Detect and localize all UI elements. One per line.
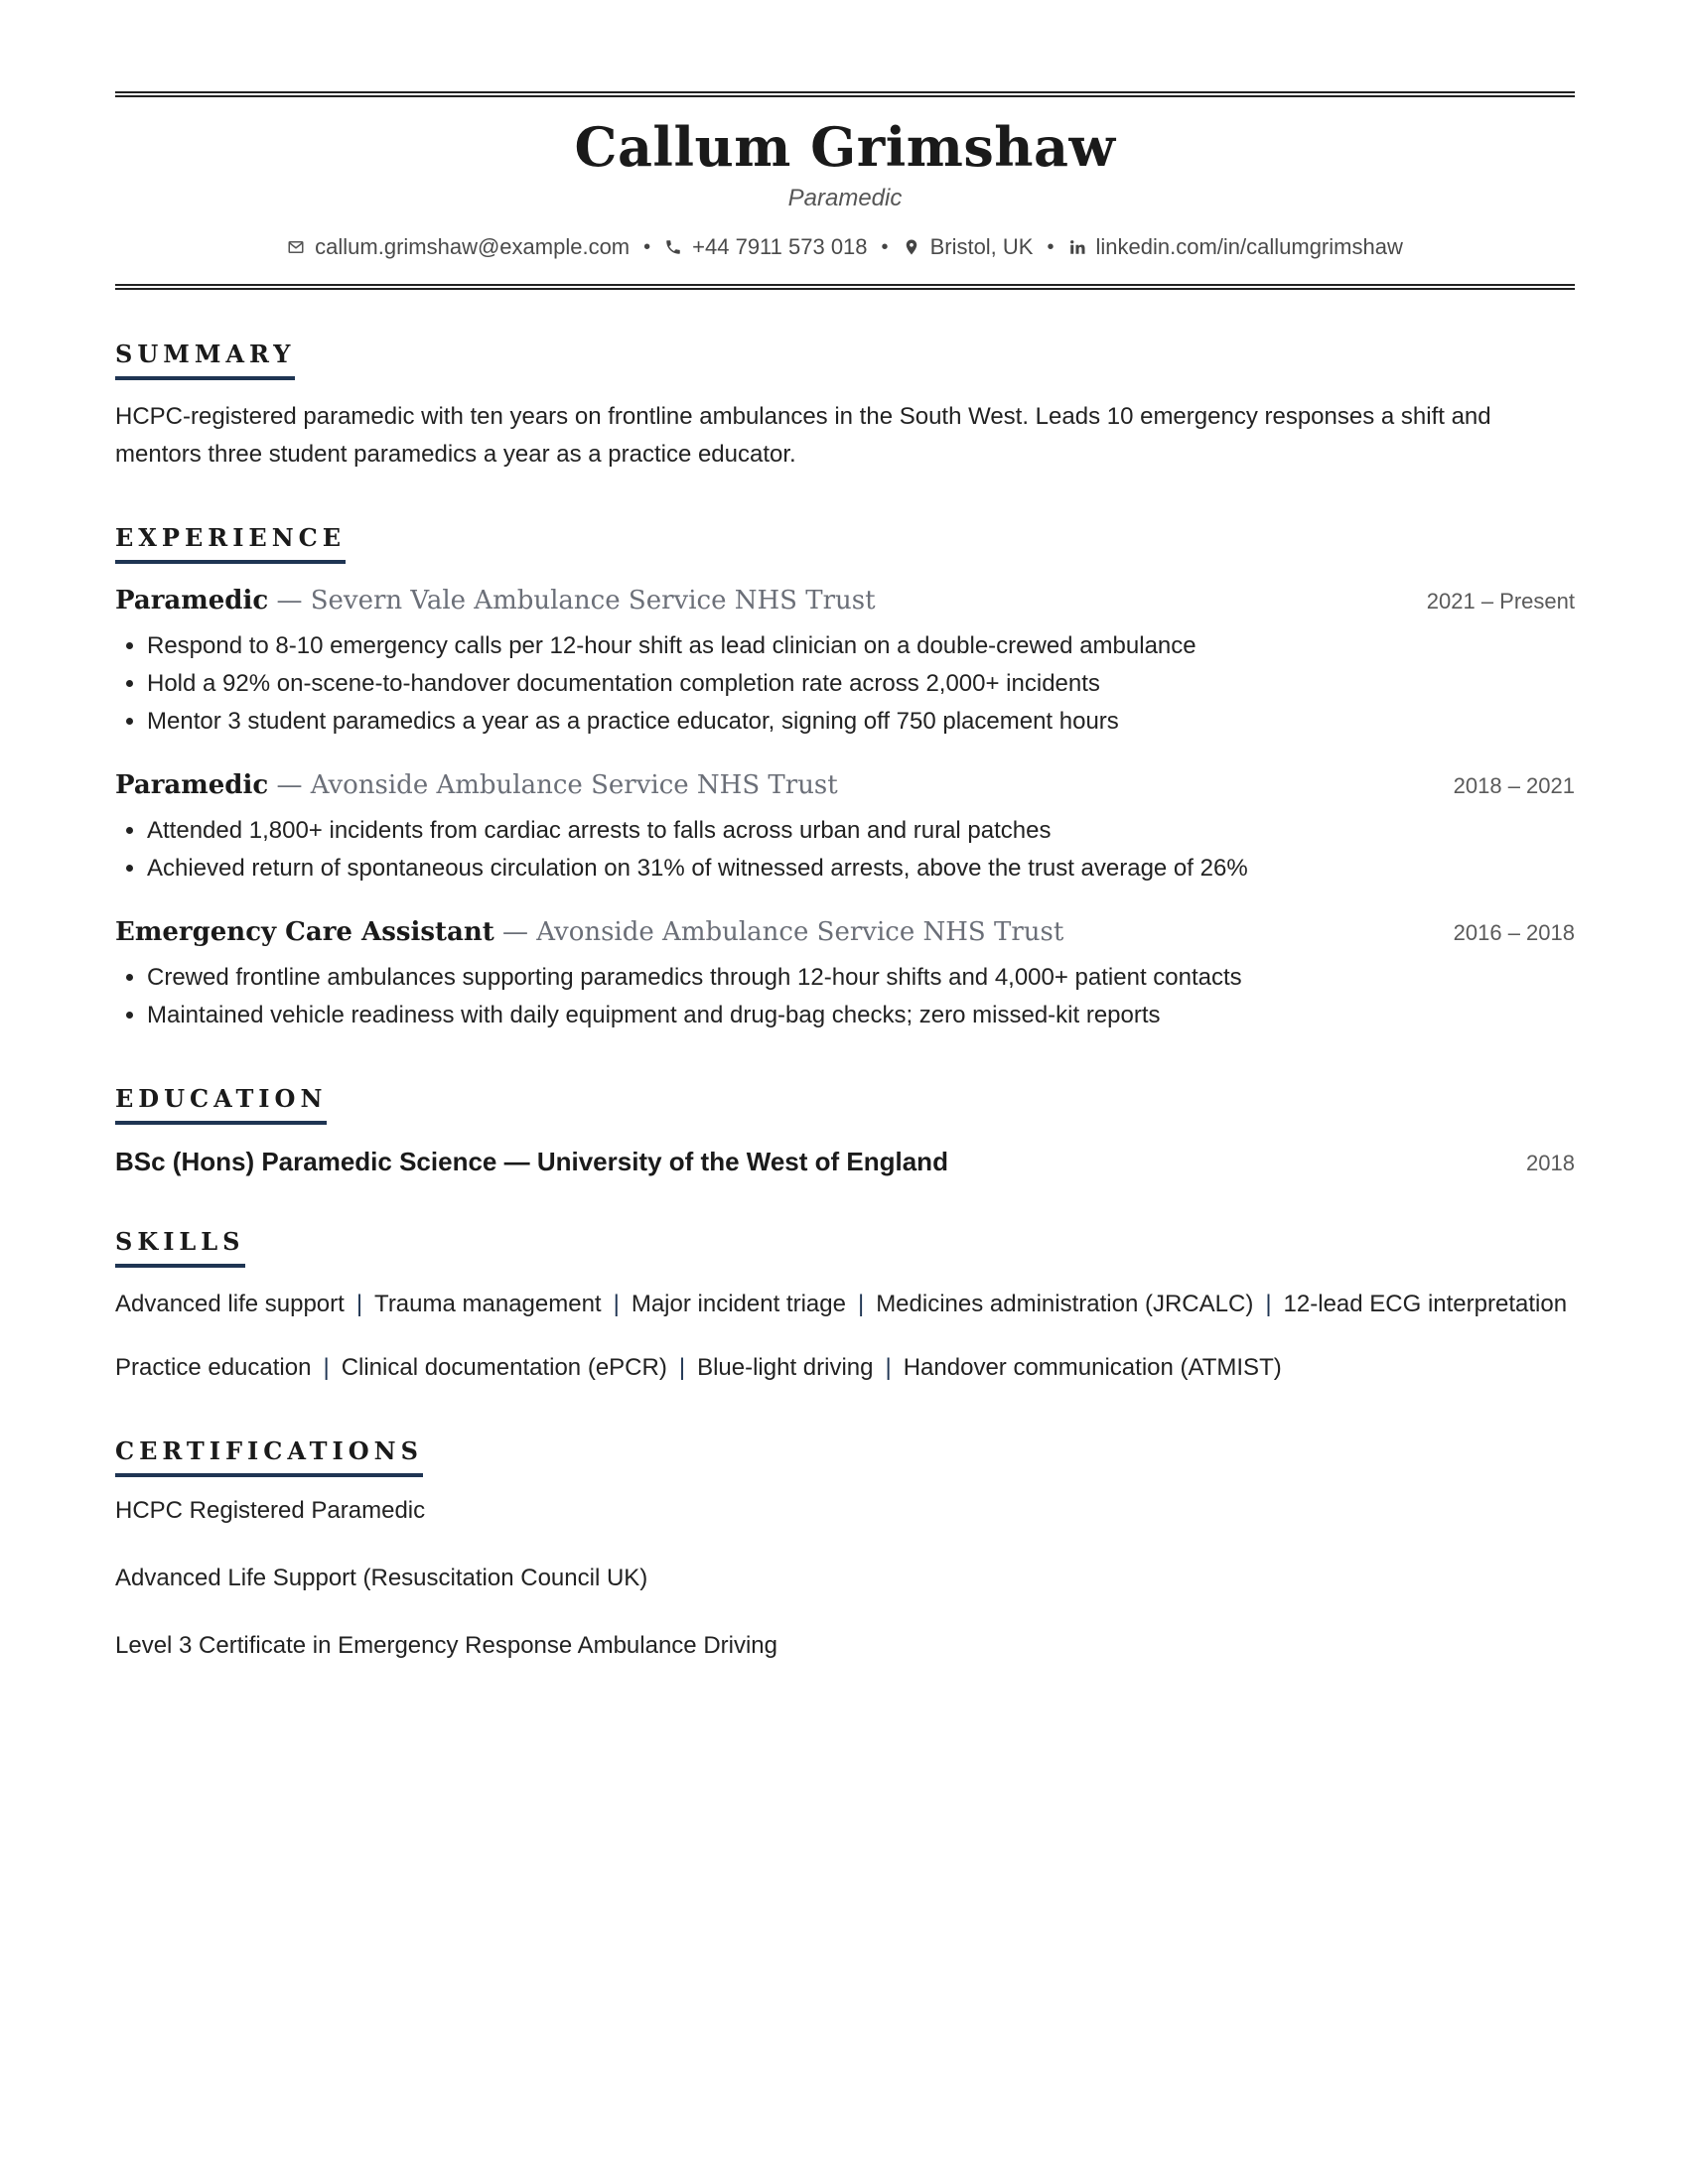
certifications-section bbox=[115, 1436, 1575, 1662]
candidate-role: Paramedic bbox=[787, 185, 903, 211]
skill-separator: | bbox=[323, 1354, 330, 1381]
bullet-item: • Maintained vehicle readiness with daily equipment and drug-bag checks; zero missed-kit reports bbox=[147, 997, 1575, 1034]
section-heading: EDUCATION bbox=[115, 1084, 327, 1125]
skill-item: Major incident triage bbox=[631, 1291, 846, 1317]
job-dates: 2021 – Present bbox=[1426, 589, 1575, 614]
location-pin-icon bbox=[903, 238, 920, 256]
job-organization: — Severn Vale Ambulance Service NHS Trust bbox=[268, 586, 876, 615]
job-header bbox=[115, 917, 1575, 947]
education-degree: BSc (Hons) Paramedic Science — University of the West of England bbox=[115, 1147, 948, 1176]
contact-bar bbox=[115, 232, 1575, 262]
job-bullets bbox=[115, 812, 1575, 887]
job-dates: 2016 – 2018 bbox=[1453, 920, 1575, 945]
linkedin-icon bbox=[1068, 238, 1086, 256]
skills-line bbox=[115, 1286, 1575, 1323]
header-bottom-rule bbox=[115, 284, 1575, 290]
bullet-item: • Mentor 3 student paramedics a year as a practice educator, signing off 750 placement hours bbox=[147, 703, 1575, 741]
job-header bbox=[115, 586, 1575, 615]
summary-section bbox=[115, 340, 1575, 474]
education-year: 2018 bbox=[1526, 1151, 1575, 1175]
skill-separator: | bbox=[355, 1291, 363, 1317]
skill-separator: | bbox=[678, 1354, 686, 1381]
candidate-name: Callum Grimshaw bbox=[574, 115, 1116, 179]
skill-item: Blue-light driving bbox=[697, 1354, 874, 1381]
skill-separator: | bbox=[613, 1291, 620, 1317]
job-dates: 2018 – 2021 bbox=[1453, 773, 1575, 798]
education-entry bbox=[115, 1147, 1575, 1177]
skill-item: Handover communication (ATMIST) bbox=[903, 1354, 1282, 1381]
skill-item: Practice education bbox=[115, 1354, 312, 1381]
contact-separator: • bbox=[643, 236, 651, 258]
certification-item: HCPC Registered Paramedic bbox=[115, 1497, 426, 1524]
education-section bbox=[115, 1084, 1575, 1177]
section-heading: EXPERIENCE bbox=[115, 523, 346, 564]
job-title: Emergency Care Assistant bbox=[115, 917, 494, 947]
job-bullets bbox=[115, 959, 1575, 1034]
job-title-line bbox=[115, 586, 876, 615]
bullet-item: • Crewed frontline ambulances supporting paramedics through 12-hour shifts and 4,000+ patient contacts bbox=[147, 959, 1575, 997]
section-heading: SUMMARY bbox=[115, 340, 295, 380]
skill-item: Medicines administration (JRCALC) bbox=[876, 1291, 1254, 1317]
summary-text: HCPC-registered paramedic with ten years on frontline ambulances in the South West. Leads 10 emergency responses a shift and mentors three student paramedics a year as a practice educator. bbox=[115, 403, 1491, 468]
skills-line bbox=[115, 1349, 1575, 1387]
certification-item: Advanced Life Support (Resuscitation Council UK) bbox=[115, 1565, 648, 1591]
job-title: Paramedic bbox=[115, 586, 269, 615]
contact-location-text: Bristol, UK bbox=[929, 234, 1034, 259]
job-header bbox=[115, 770, 1575, 800]
mail-icon bbox=[287, 238, 305, 256]
contact-phone[interactable] bbox=[664, 232, 867, 262]
contact-email-text: callum.grimshaw@example.com bbox=[315, 234, 631, 259]
job-bullets bbox=[115, 627, 1575, 741]
resume-header bbox=[115, 97, 1575, 284]
job-title: Paramedic bbox=[115, 770, 269, 800]
job-entry bbox=[115, 770, 1575, 887]
contact-separator: • bbox=[881, 236, 889, 258]
contact-phone-text: +44 7911 573 018 bbox=[692, 234, 868, 259]
experience-section bbox=[115, 523, 1575, 1034]
skill-item: 12-lead ECG interpretation bbox=[1283, 1291, 1568, 1317]
bullet-item: • Respond to 8-10 emergency calls per 12-hour shift as lead clinician on a double-crewed ambulance bbox=[147, 627, 1575, 665]
job-organization: — Avonside Ambulance Service NHS Trust bbox=[493, 917, 1064, 947]
job-entry bbox=[115, 586, 1575, 741]
section-heading: SKILLS bbox=[115, 1227, 245, 1268]
skill-separator: | bbox=[1265, 1291, 1272, 1317]
contact-email[interactable] bbox=[287, 232, 630, 262]
skill-item: Trauma management bbox=[374, 1291, 602, 1317]
resume-page bbox=[115, 91, 1575, 1662]
bullet-item: • Attended 1,800+ incidents from cardiac arrests to falls across urban and rural patches bbox=[147, 812, 1575, 850]
skill-separator: | bbox=[857, 1291, 865, 1317]
certification-item: Level 3 Certificate in Emergency Response Ambulance Driving bbox=[115, 1632, 777, 1659]
skill-separator: | bbox=[885, 1354, 892, 1381]
bullet-item: • Hold a 92% on-scene-to-handover documentation completion rate across 2,000+ incidents bbox=[147, 665, 1575, 703]
bullet-item: • Achieved return of spontaneous circulation on 31% of witnessed arrests, above the trust average of 26% bbox=[147, 850, 1575, 887]
section-heading: CERTIFICATIONS bbox=[115, 1436, 423, 1477]
job-title-line bbox=[115, 770, 838, 800]
skills-section bbox=[115, 1227, 1575, 1387]
job-entry bbox=[115, 917, 1575, 1034]
contact-location bbox=[903, 232, 1034, 262]
job-title-line bbox=[115, 917, 1063, 947]
contact-linkedin-text: linkedin.com/in/callumgrimshaw bbox=[1095, 234, 1403, 259]
contact-separator: • bbox=[1047, 236, 1055, 258]
skill-item: Clinical documentation (ePCR) bbox=[341, 1354, 667, 1381]
phone-icon bbox=[664, 238, 682, 256]
skill-item: Advanced life support bbox=[115, 1291, 345, 1317]
contact-linkedin[interactable] bbox=[1068, 232, 1403, 262]
job-organization: — Avonside Ambulance Service NHS Trust bbox=[268, 770, 838, 800]
